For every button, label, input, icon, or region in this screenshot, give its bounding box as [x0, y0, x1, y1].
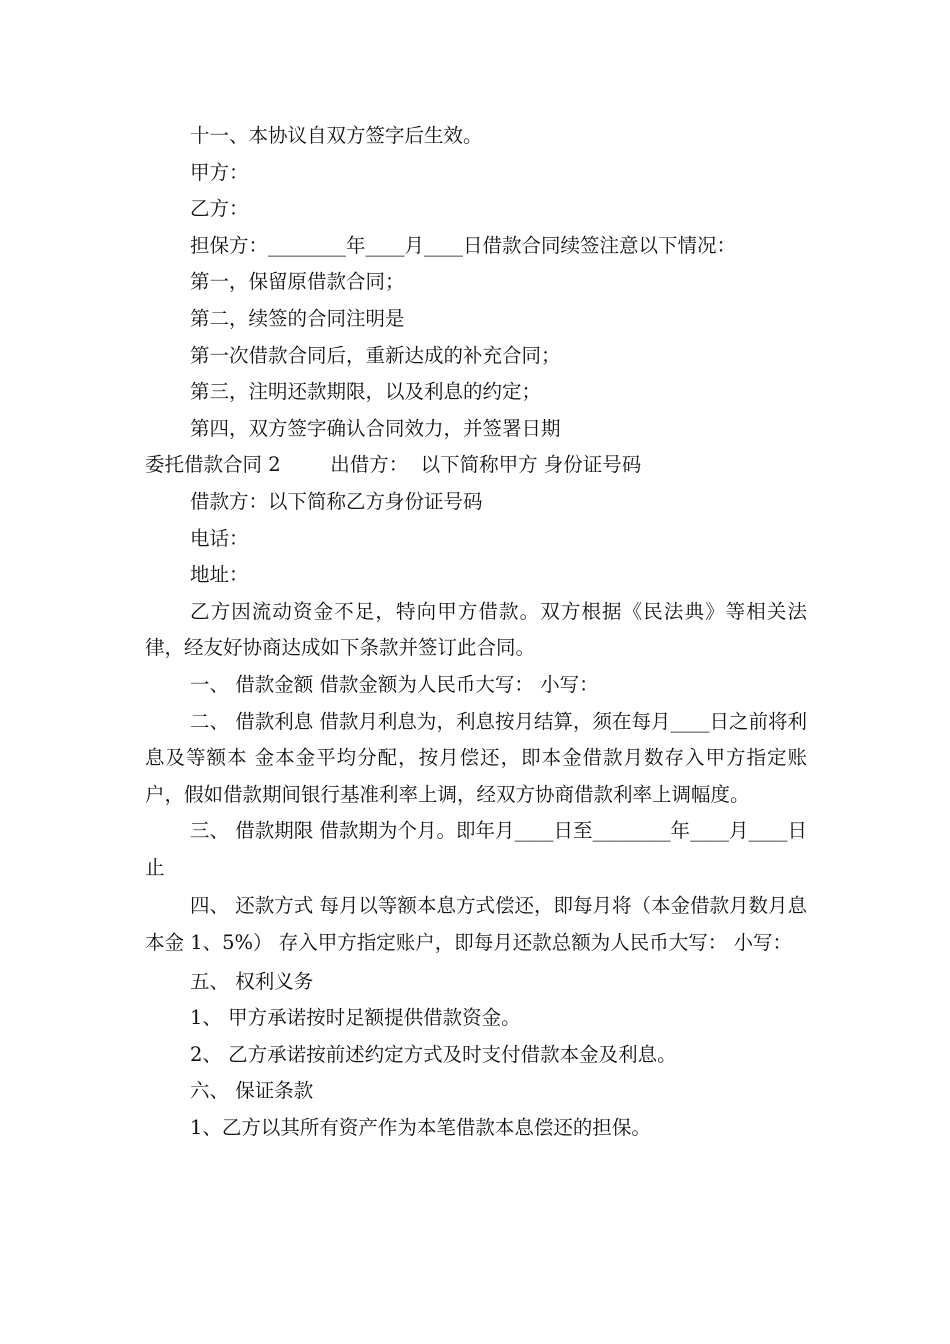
phone-label: 电话： — [190, 526, 249, 550]
renewal-note-4: 第四，双方签字确认合同效力，并签署日期 — [190, 416, 561, 440]
renewal-note-2: 第二，续签的合同注明是 — [190, 306, 405, 330]
clause-loan-interest: 二、 借款利息 借款月利息为，利息按月结算，须在每月____日之前将利息及等额本 金本金平均分配，按月偿还，即本金借款月数存入甲方指定账户，假如借款期间银行基准利率上调，经双方协商借款利率上调幅度。 — [145, 709, 807, 806]
clause-loan-term: 三、 借款期限 借款期为个月。即年月____日至________年____月____日止 — [145, 819, 807, 879]
preamble-paragraph: 乙方因流动资金不足，特向甲方借款。双方根据《民法典》等相关法律，经友好协商达成如下条款并签订此合同。 — [145, 599, 807, 660]
renewal-note-2-cont: 第一次借款合同后，重新达成的补充合同； — [190, 343, 561, 367]
rights-item-2: 2、 乙方承诺按前述约定方式及时支付借款本金及利息。 — [190, 1042, 677, 1066]
renewal-note-3: 第三，注明还款期限，以及利息的约定； — [190, 380, 542, 404]
clause-loan-amount: 一、 借款金额 借款金额为人民币大写： 小写： — [190, 672, 599, 696]
document-body — [145, 118, 807, 1147]
renewal-note-1: 第一，保留原借款合同； — [190, 270, 405, 294]
guarantee-item-1: 1、乙方以其所有资产作为本笔借款本息偿还的担保。 — [190, 1116, 651, 1140]
clause-repayment: 四、 还款方式 每月以等额本息方式偿还，即每月将（本金借款月数月息本金 1、5%） 存入甲方指定账户，即每月还款总额为人民币大写： 小写： — [145, 894, 807, 955]
borrower-line: 借款方：以下简称乙方身份证号码 — [190, 489, 483, 513]
guarantor-line: 担保方：________年____月____日借款合同续签注意以下情况： — [190, 233, 737, 257]
party-a-label: 甲方： — [190, 160, 249, 184]
party-b-label: 乙方： — [190, 197, 249, 221]
clause-eleven: 十一、本协议自双方签字后生效。 — [190, 124, 483, 147]
address-label: 地址： — [190, 563, 249, 587]
clause-rights-duties: 五、 权利义务 — [190, 969, 314, 993]
contract-2-heading: 委托借款合同 2 出借方： 以下简称甲方 身份证号码 — [145, 453, 642, 477]
clause-guarantee: 六、 保证条款 — [190, 1079, 314, 1103]
rights-item-1: 1、 甲方承诺按时足额提供借款资金。 — [190, 1006, 521, 1030]
